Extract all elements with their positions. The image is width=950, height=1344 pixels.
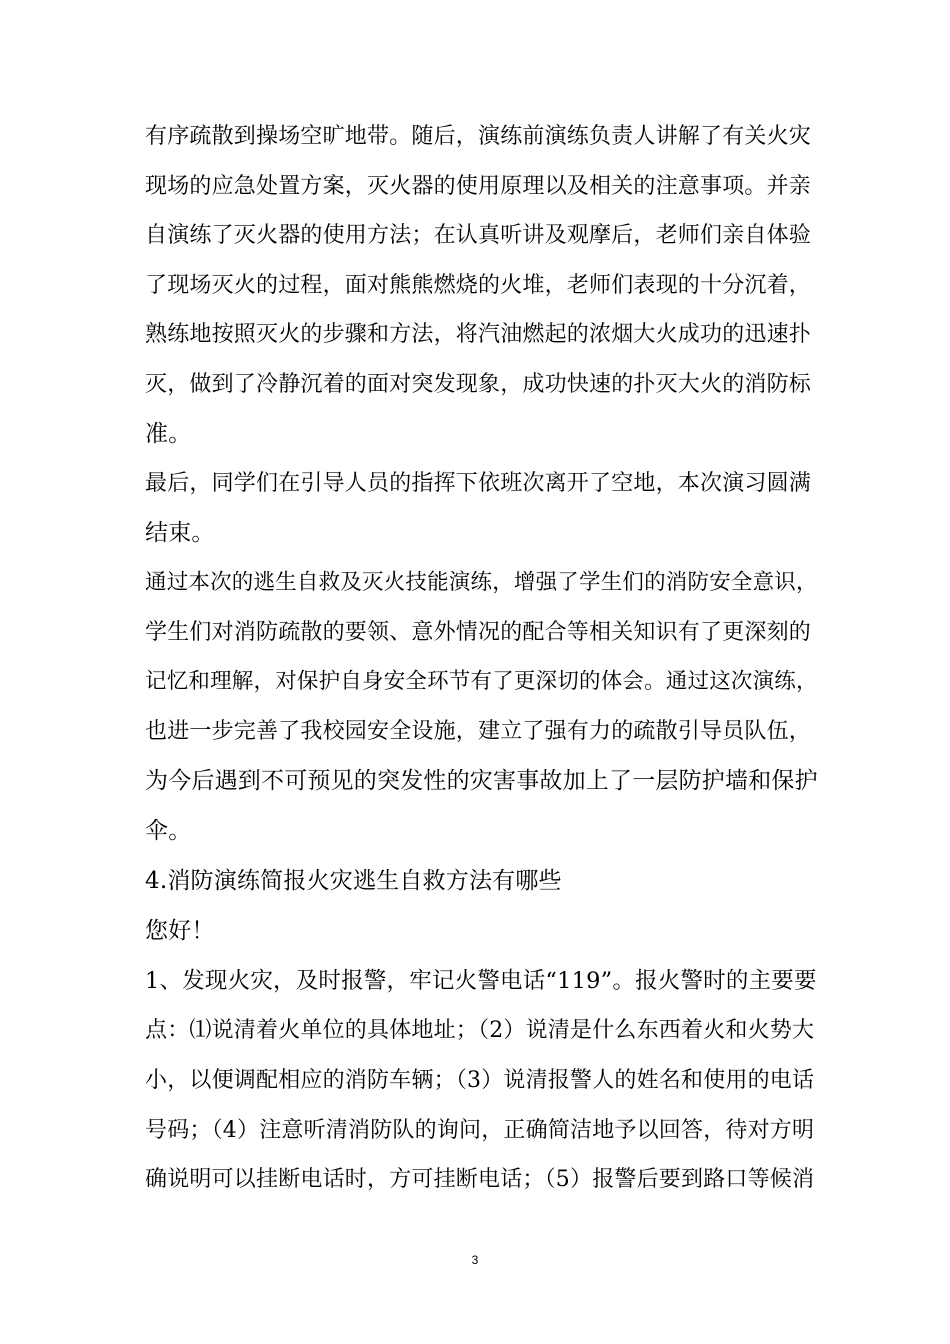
text-line: 为今后遇到不可预见的突发性的灾害事故加上了一层防护墙和保护	[145, 768, 818, 794]
text-line: 小，以便调配相应的消防车辆；（3）说清报警人的姓名和使用的电话	[145, 1068, 815, 1093]
section-heading: 4.消防演练简报火灾逃生自救方法有哪些	[145, 868, 562, 894]
text-line: 最后，同学们在引导人员的指挥下依班次离开了空地，本次演习圆满	[145, 471, 812, 496]
text-line: 1、发现火灾，及时报警，牢记火警电话“119”。报火警时的主要要	[145, 968, 817, 994]
text-line: 现场的应急处置方案，灭火器的使用原理以及相关的注意事项。并亲	[145, 174, 812, 199]
text-line: 结束。	[145, 520, 215, 546]
text-line: 也进一步完善了我校园安全设施，建立了强有力的疏散引导员队伍，	[145, 719, 812, 744]
text-line: 熟练地按照灭火的步骤和方法，将汽油燃起的浓烟大火成功的迅速扑	[145, 322, 812, 347]
text-line: 灭，做到了冷静沉着的面对突发现象，成功快速的扑灭大火的消防标	[145, 372, 812, 397]
text-line: 了现场灭火的过程，面对熊熊燃烧的火堆，老师们表现的十分沉着，	[145, 273, 812, 298]
page-number: 3	[471, 1253, 479, 1267]
text-line: 通过本次的逃生自救及灭火技能演练，增强了学生们的消防安全意识，	[145, 570, 818, 595]
text-line: 点：⑴说清着火单位的具体地址；（2）说清是什么东西着火和火势大	[145, 1018, 815, 1043]
text-line: 号码；（4）注意听清消防队的询问，正确简洁地予以回答，待对方明	[145, 1118, 815, 1143]
text-line: 准。	[145, 421, 192, 447]
text-line: 有序疏散到操场空旷地带。随后，演练前演练负责人讲解了有关火灾	[145, 124, 812, 149]
text-line: 伞。	[145, 818, 192, 844]
text-line: 确说明可以挂断电话时，方可挂断电话；（5）报警后要到路口等候消	[145, 1167, 815, 1192]
text-line: 记忆和理解，对保护自身安全环节有了更深切的体会。通过这次演练，	[145, 669, 818, 694]
text-line: 自演练了灭火器的使用方法；在认真听讲及观摩后，老师们亲自体验	[145, 223, 812, 248]
greeting-line: 您好！	[145, 918, 215, 944]
text-line: 学生们对消防疏散的要领、意外情况的配合等相关知识有了更深刻的	[145, 620, 812, 645]
